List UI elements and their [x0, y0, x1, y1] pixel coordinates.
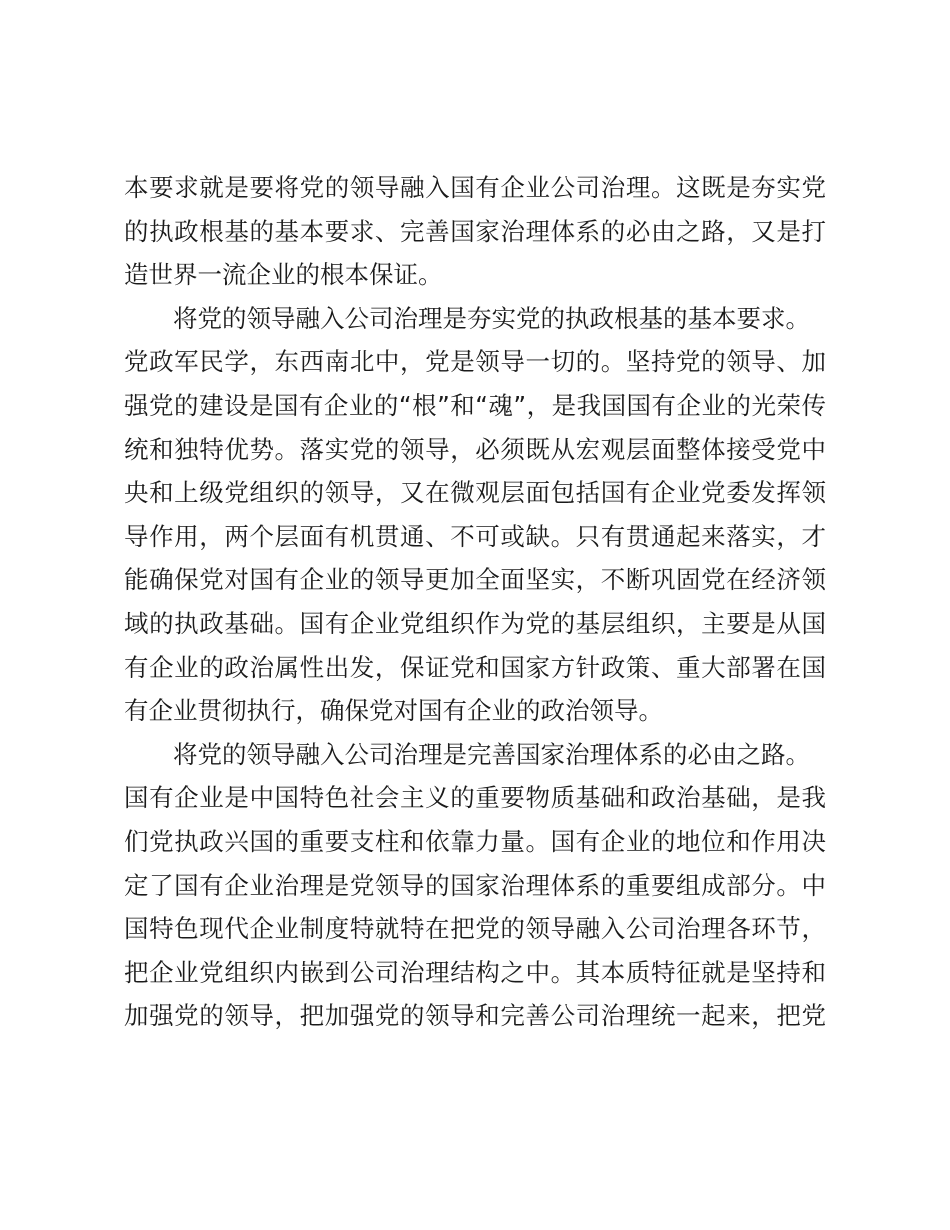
text-line: 国有企业是中国特色社会主义的重要物质基础和政治基础，是我	[124, 783, 826, 813]
paragraph-2	[124, 297, 826, 733]
text-line: 的执政根基的基本要求、完善国家治理体系的必由之路，又是打	[124, 216, 826, 246]
text-line: 有企业贯彻执行，确保党对国有企业的政治领导。	[124, 696, 663, 726]
paragraph-1	[124, 166, 826, 297]
text-line: 国特色现代企业制度特就特在把党的领导融入公司治理各环节，	[124, 914, 826, 944]
text-line: 定了国有企业治理是党领导的国家治理体系的重要组成部分。中	[124, 870, 826, 900]
text-line: 将党的领导融入公司治理是完善国家治理体系的必由之路。	[173, 739, 810, 769]
text-line: 造世界一流企业的根本保证。	[124, 260, 443, 290]
text-line: 本要求就是要将党的领导融入国有企业公司治理。这既是夯实党	[124, 173, 826, 202]
text-line: 将党的领导融入公司治理是夯实党的执政根基的基本要求。	[173, 303, 810, 333]
document-body	[124, 166, 826, 1038]
text-line: 加强党的领导，把加强党的领导和完善公司治理统一起来，把党	[124, 1001, 826, 1031]
text-line: 把企业党组织内嵌到公司治理结构之中。其本质特征就是坚持和	[124, 957, 826, 987]
text-line: 央和上级党组织的领导，又在微观层面包括国有企业党委发挥领	[124, 478, 826, 508]
text-line: 统和独特优势。落实党的领导，必须既从宏观层面整体接受党中	[124, 434, 826, 464]
text-line: 域的执政基础。国有企业党组织作为党的基层组织，主要是从国	[124, 608, 826, 638]
text-line: 强党的建设是国有企业的“根”和“魂”，是我国国有企业的光荣传	[124, 390, 826, 420]
paragraph-3	[124, 733, 826, 1038]
text-line: 导作用，两个层面有机贯通、不可或缺。只有贯通起来落实，才	[124, 521, 826, 551]
text-line: 们党执政兴国的重要支柱和依靠力量。国有企业的地位和作用决	[124, 826, 826, 856]
text-line: 党政军民学，东西南北中，党是领导一切的。坚持党的领导、加	[124, 347, 826, 377]
text-line: 能确保党对国有企业的领导更加全面坚实，不断巩固党在经济领	[124, 565, 826, 595]
text-line: 有企业的政治属性出发，保证党和国家方针政策、重大部署在国	[124, 652, 826, 682]
